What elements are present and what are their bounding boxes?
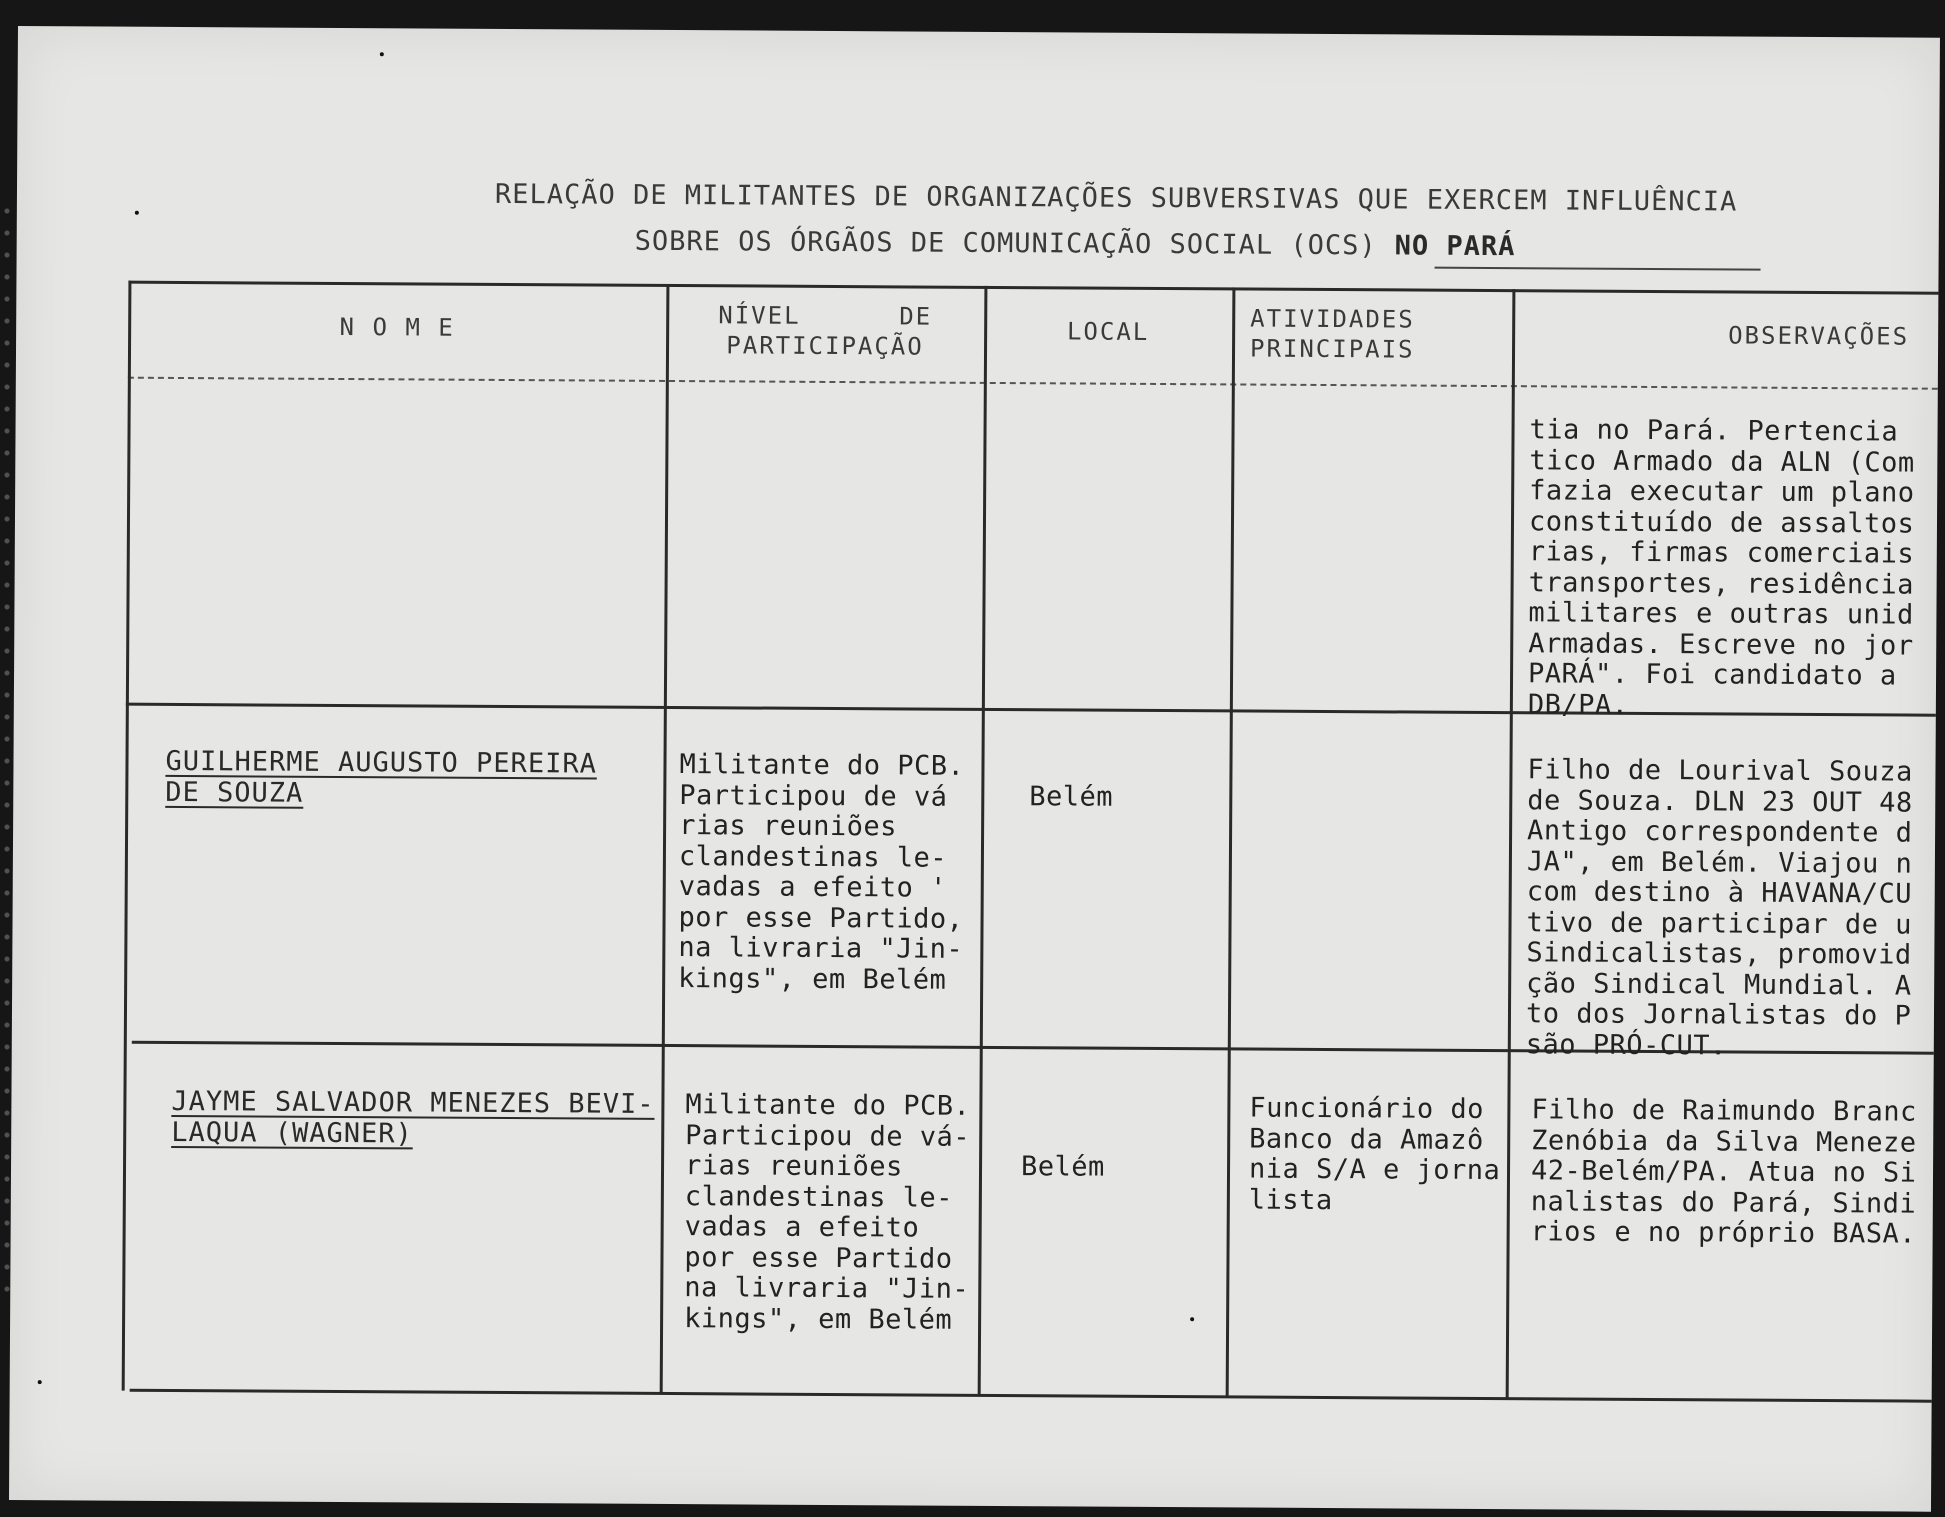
dust-speck: [38, 1380, 42, 1384]
dust-speck: [1190, 1317, 1194, 1321]
column-rule-nome: [660, 284, 670, 1394]
header-bottom-rule: [128, 377, 1938, 390]
row-2-nome: GUILHERME AUGUSTO PEREIRA DE SOUZA: [165, 745, 597, 809]
militants-table: [122, 281, 1939, 1402]
row-3-nivel: Militante do PCB. Participou de vá- rias reuniões clandestinas le- vadas a efeito por esse Partido na livraria "Jin- kings", em Belém: [684, 1089, 971, 1336]
header-observacoes: OBSERVAÇÕES: [1728, 321, 1910, 351]
table-bottom-rule: [130, 1389, 1932, 1403]
row-3-atividades: Funcionário do Banco da Amazô nia S/A e jorna lista: [1248, 1092, 1501, 1216]
dust-speck: [135, 211, 139, 215]
column-rule-local: [1226, 287, 1236, 1397]
title-underline: [1435, 267, 1761, 271]
column-rule-atividades: [1506, 289, 1516, 1399]
document-title-line-1: RELAÇÃO DE MILITANTES DE ORGANIZAÇÕES SUBVERSIVAS QUE EXERCEM INFLUÊNCIA: [494, 178, 1738, 218]
row-2-local: Belém: [1029, 781, 1114, 813]
document-title-line-2: [635, 226, 1516, 262]
row-2-nivel: Militante do PCB. Participou de vá rias reuniões clandestinas le- vadas a efeito ' por esse Partido, na livraria "Jin- kings", em Belém: [678, 749, 965, 996]
dust-speck: [380, 52, 384, 56]
row-1-observacoes: tia no Pará. Pertencia tico Armado da ALN (Com fazia executar um plano constituído de assaltos rias, firmas comerciais transportes, residência militares e outras unid Armadas. Escreve no jor PARÁ". Foi candidato a DB/PA.: [1527, 414, 1915, 721]
row-3-nome: JAYME SALVADOR MENEZES BEVI- LAQUA (WAGNER): [171, 1085, 655, 1149]
document-title-suffix: NO PARÁ: [1394, 230, 1516, 263]
header-nome: N O M E: [339, 312, 455, 342]
header-atividades-principais: ATIVIDADES PRINCIPAIS: [1249, 304, 1415, 364]
row-3-observacoes: Filho de Raimundo Branc Zenóbia da Silva Meneze 42-Belém/PA. Atua no Si nalistas do Pará, Sindi rios e no próprio BASA.: [1530, 1094, 1917, 1250]
row-2-observacoes: Filho de Lourival Souza de Souza. DLN 23 OUT 48 Antigo correspondente d JA", em Belém. Viajou n com destino à HAVANA/CU tivo de participar de u Sindicalistas, promovid ção Sindical Mundial. A to dos Jornalistas do P são PRÓ-CUT.: [1525, 754, 1913, 1061]
document-sheet: [9, 26, 1940, 1512]
table-top-rule: [128, 281, 1938, 295]
header-local: LOCAL: [1066, 317, 1150, 346]
column-rule-nivel: [978, 286, 988, 1396]
document-title-line-2-text: SOBRE OS ÓRGÃOS DE COMUNICAÇÃO SOCIAL (OCS): [634, 225, 1377, 262]
row-3-local: Belém: [1020, 1151, 1105, 1183]
header-nivel-participacao: NÍVEL DE PARTICIPAÇÃO: [718, 301, 933, 361]
column-rule-left: [122, 281, 132, 1391]
